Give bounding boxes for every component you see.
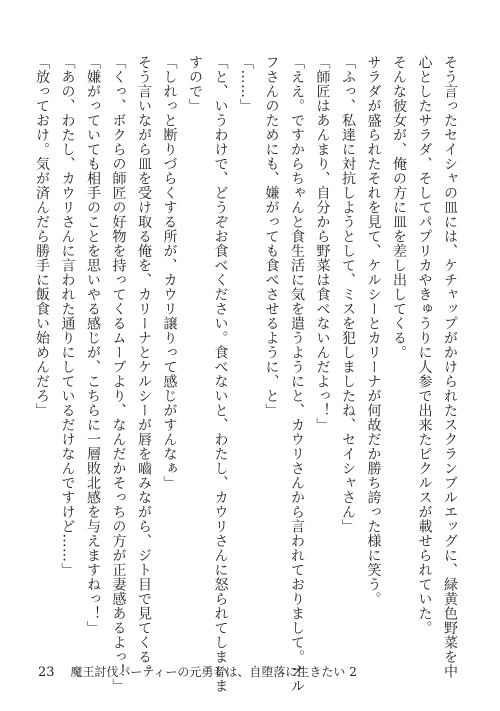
text-line: 心としたサラダ、そしてパプリカやきゅうりに人参で出来たピクルスが載せられていた。	[416, 55, 433, 635]
page-footer	[38, 663, 357, 680]
text-line: 「放っておけ。気が済んだら勝手に飯食い始めんだろ」	[34, 55, 50, 418]
text-line: そんな彼女が、俺の方に皿を差し出してくる。	[391, 55, 407, 360]
text-line: サラダが盛られたそれを見て、ケルシーとカリーナが何故だか勝ち誇った様に笑う。	[365, 55, 382, 606]
text-line: 「しれっと断りづらくする所が、カウリ譲りって感じがすんなぁ」	[161, 55, 178, 490]
text-line: 「と、いうわけで、どうぞお食べください。食べないと、わたし、カウリさんに怒られてしまいま	[212, 55, 229, 693]
text-line: フさんのためにも、嫌がっても食べさせるように、と」	[263, 55, 280, 418]
text-line: 「師匠はあんまり、自分から野菜は食べないんだよっ！」	[314, 55, 331, 432]
text-line: 「嫌がっていても相手のことを思いやる感じが、こちらに一層敗北感を与えますねっ！」	[85, 55, 101, 635]
book-title: 魔王討伐パーティーの元勇者は、自堕落に生きたい 2	[70, 665, 357, 679]
text-line: そう言ったセイシャの皿には、ケチャップがかけられたスクランブルエッグに、緑黄色野菜を中	[442, 55, 458, 679]
text-line: 「ふっ、私達に対抗しようとして、ミスを犯しましたね、セイシャさん」	[340, 55, 356, 534]
page-number: 23	[38, 665, 55, 680]
text-line: 「……」	[238, 55, 254, 113]
text-line: 「ええ。ですからちゃんと食生活に気を遣うようにと、カウリさんから言われておりまして。オル	[289, 55, 305, 693]
text-line: 「あの、わたし、カウリさんに言われた通りにしているだけなんですけど……」	[59, 55, 76, 577]
text-line: すので」	[187, 55, 203, 113]
text-line: そう言いながら皿を受け取る俺を、カリーナとケルシーが唇を嚙みながら、ジト目で見てくる。	[136, 55, 152, 679]
text-line: 「くっ、ボクらの師匠の好物を持ってくるムーブより、なんだかそっちの方が正妻感あるよっ！」	[110, 55, 127, 693]
